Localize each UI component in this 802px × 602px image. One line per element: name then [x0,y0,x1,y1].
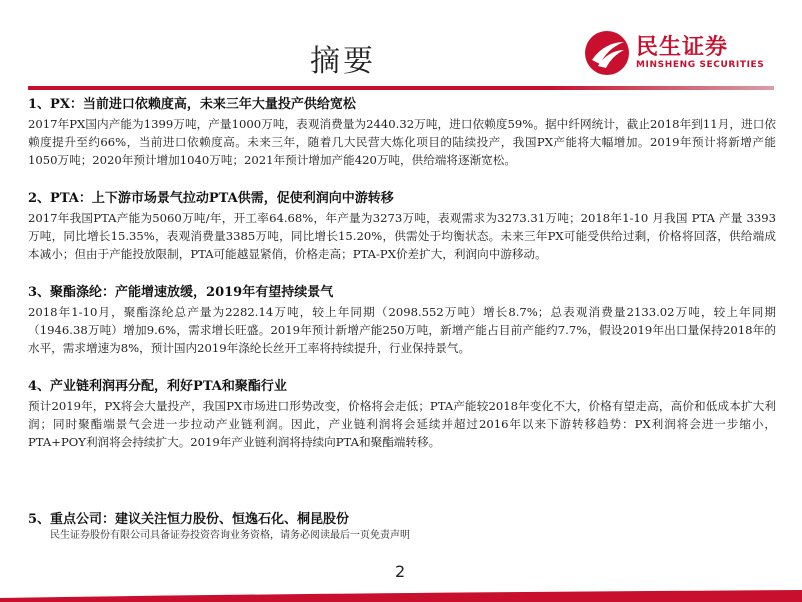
section-profit [28,377,776,471]
minsheng-logo-icon [584,30,630,76]
page-number: 2 [395,562,406,581]
section-body: 2017年PX国内产能为1399万吨，产量1000万吨，表观消费量为2440.32万吨，进口依赖度59%。据中纤网统计，截止2018年到11月，进口依赖度提升至约66%，当前进口依赖度高。未来三年，随着几大民营大炼化项目的陆续投产，我国PX产能将大幅增加。2019年预计将新增产能1050万吨；2020年预计增加1040万吨；2021年预计增加产能420万吨，供给端将逐渐宽松。 [28,117,776,167]
header-divider [28,86,774,90]
section-heading: 2、PTA：上下游市场景气拉动PTA供需，促使利润向中游转移 [28,191,394,206]
section-body: 预计2019年，PX将会大量投产，我国PX市场进口形势改变，价格将会走低；PTA产能较2018年变化不大，价格有望走高，高价和低成本扩大利润；同时聚酯端景气会进一步拉动产业链利润。因此，产业链利润将会延续并超过2016年以来下游转移趋势：PX利润将会进一步缩小，PTA+POY利润将会持续扩大。2019年产业链利润将持续向PTA和聚酯端转移。 [28,399,776,449]
summary-content [28,95,776,471]
page-title: 摘要 [310,44,376,79]
section-polyester [28,283,776,377]
section-body: 2017年我国PTA产能为5060万吨/年，开工率64.68%，年产量为3273万吨，表观需求为3273.31万吨；2018年1-10 月我国 PTA 产量 3393 万吨，同比增长15.35%，表观消费量3385万吨，同比增长15.20%，供需处于均衡状态。未来三年PX可能受供给过剩，价格将回落，供给端成本减小；但由于产能投放限制，PTA可能越显紧俏，价格走高；PTA-PX价差扩大，利润向中游移动。 [28,211,776,261]
disclaimer-note: 民生证券股份有限公司具备证券投资咨询业务资格，请务必阅读最后一页免责声明 [50,530,410,541]
section-key-companies-heading: 5、重点公司：建议关注恒力股份、恒逸石化、桐昆股份 [28,512,350,527]
section-heading: 4、产业链利润再分配，利好PTA和聚酯行业 [28,379,287,394]
footer-swoosh [0,590,802,602]
section-pta [28,189,776,283]
company-logo [584,26,764,78]
logo-name-en: MINSHENG SECURITIES [636,60,765,70]
logo-name-cn: 民生证券 [636,35,729,60]
section-body: 2018年1-10月，聚酯涤纶总产量为2282.14万吨，较上年同期（2098.552万吨）增长8.7%；总表观消费量2133.02万吨，较上年同期（1946.38万吨）增加9.6%，需求增长旺盛。2019年预计新增产能250万吨，新增产能占目前产能约7.7%，假设2019年出口量保持2018年的水平，需求增速为8%，预计国内2019年涤纶长丝开工率将持续提升，行业保持景气。 [28,305,776,355]
section-px [28,95,776,189]
section-heading: 1、PX：当前进口依赖度高，未来三年大量投产供给宽松 [28,97,356,112]
section-heading: 3、聚酯涤纶：产能增速放缓，2019年有望持续景气 [28,285,334,300]
